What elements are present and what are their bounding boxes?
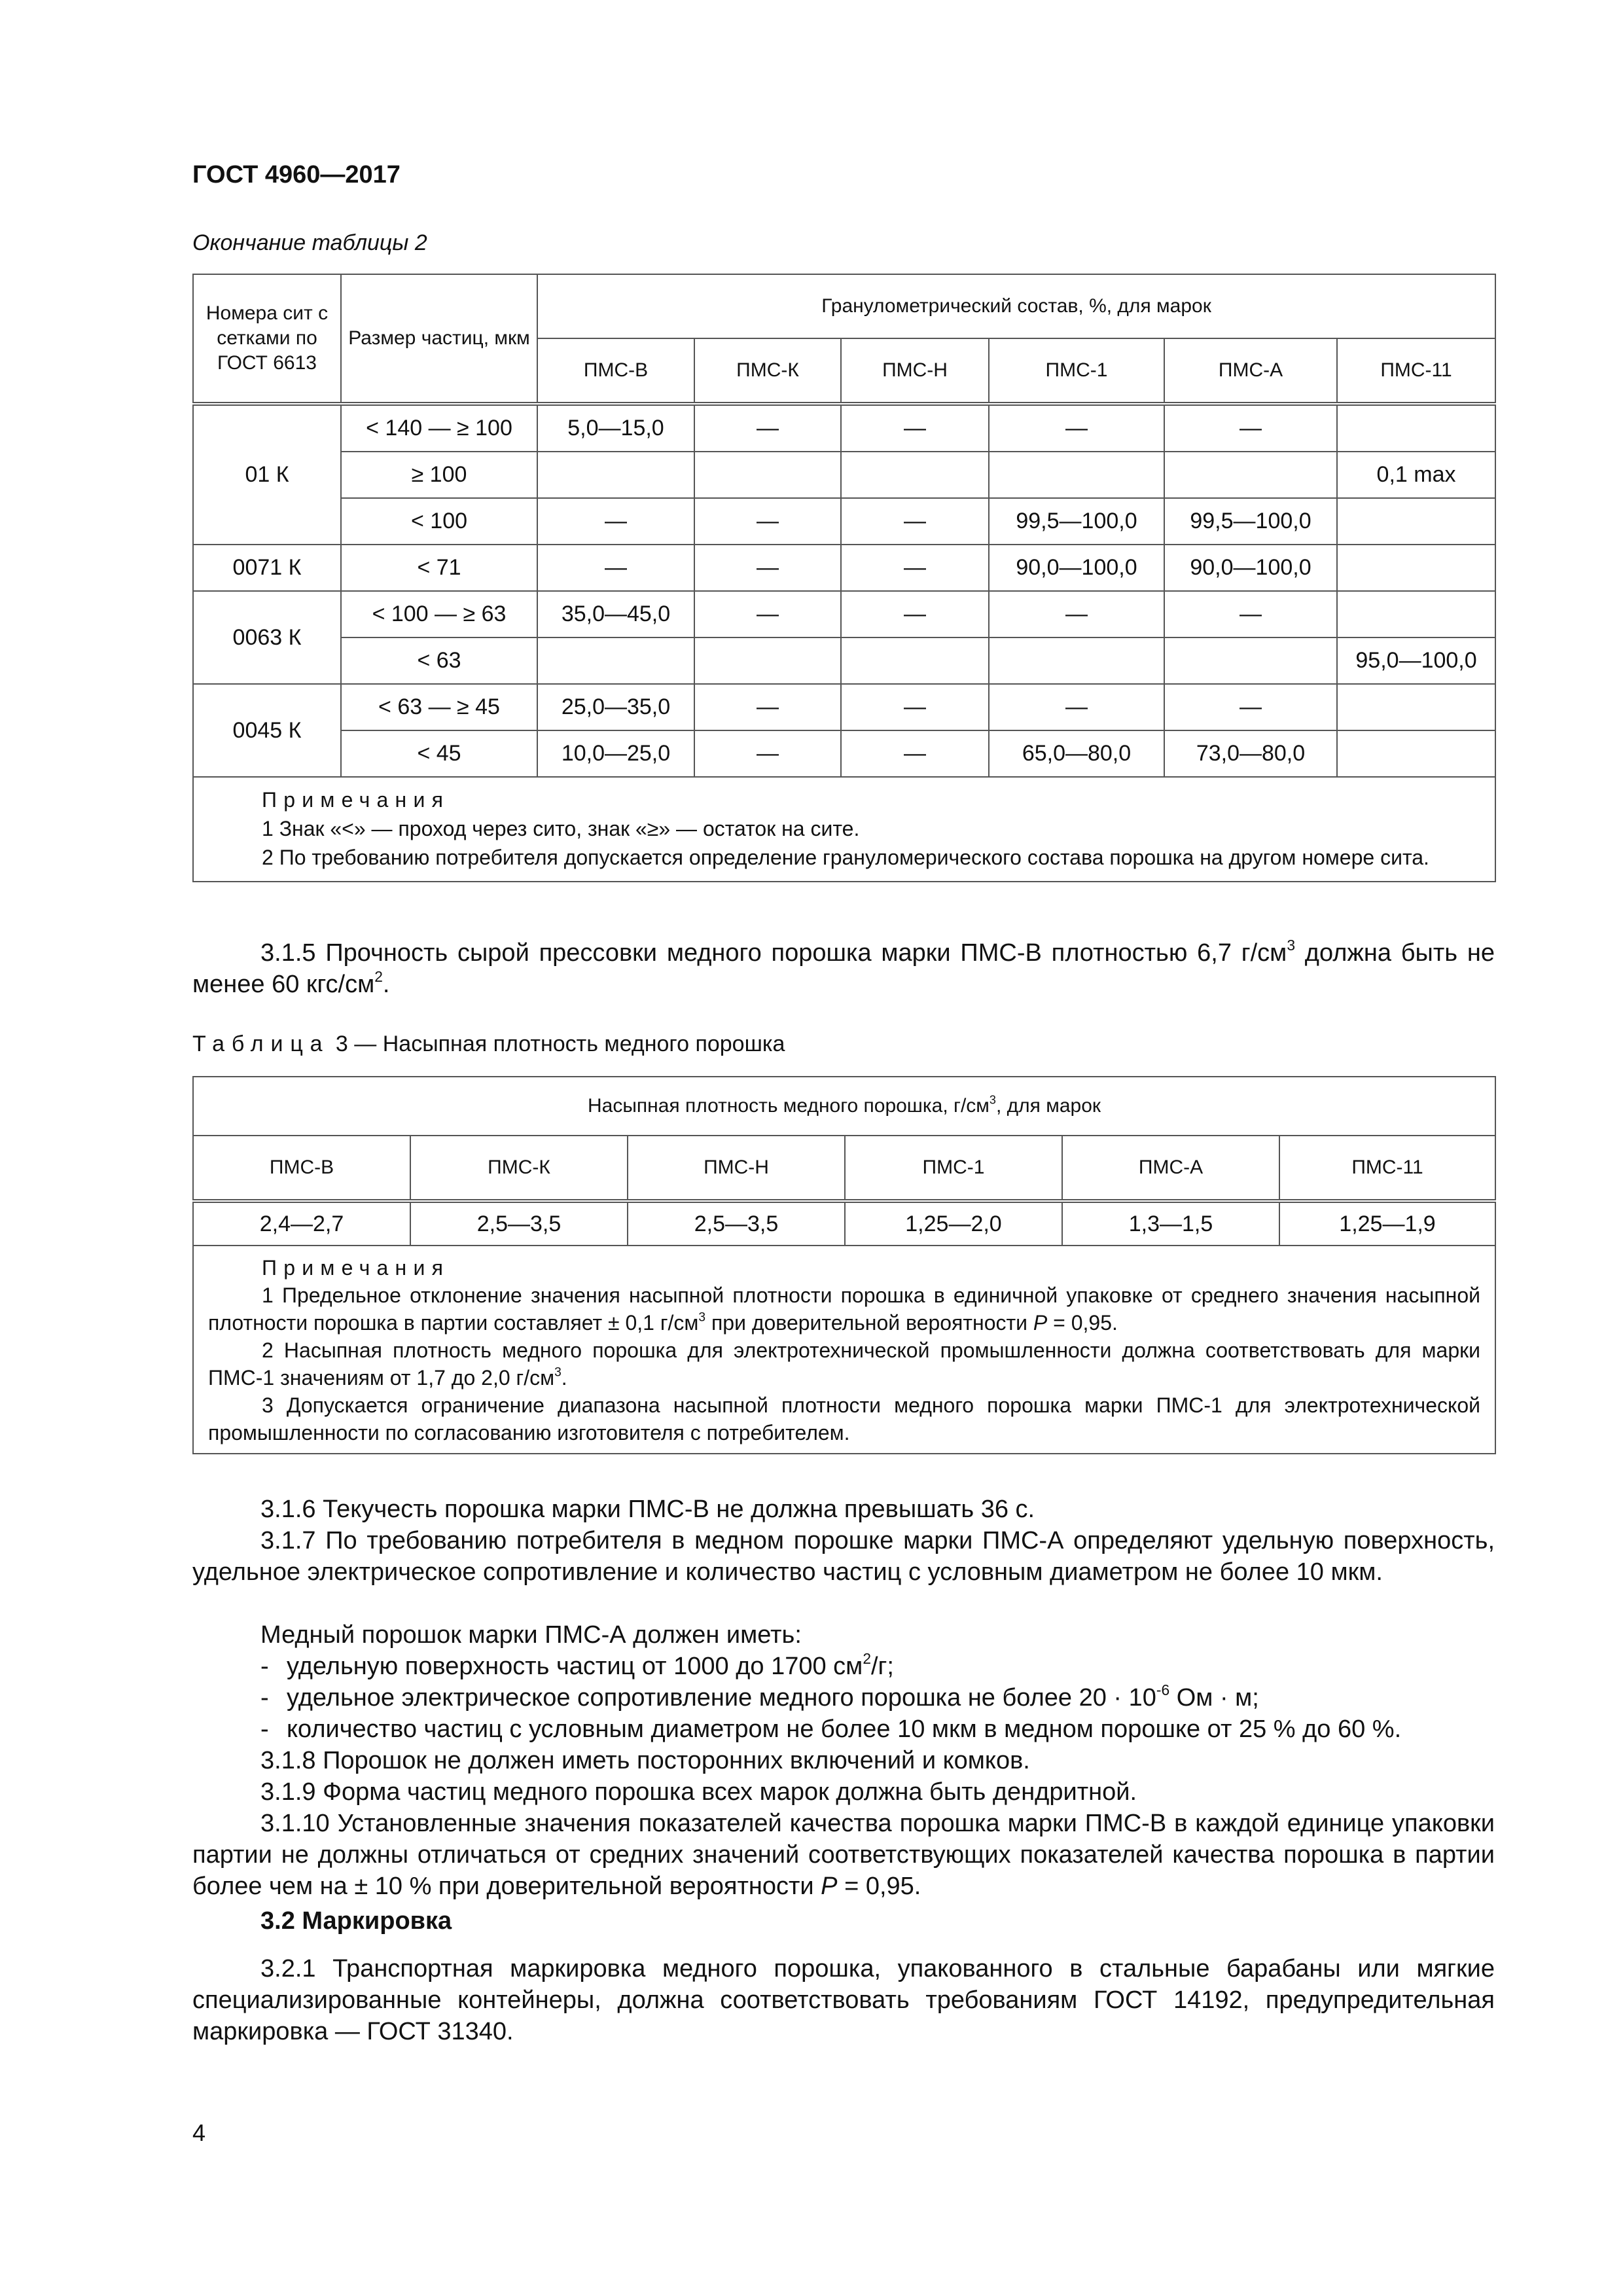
value-cell: —: [694, 684, 841, 730]
superscript: 2: [374, 968, 383, 986]
value-cell: —: [841, 730, 989, 777]
value-cell: —: [694, 404, 841, 452]
value-cell: [989, 452, 1164, 498]
grade-header: ПМС-К: [410, 1136, 628, 1201]
value-cell: 65,0—80,0: [989, 730, 1164, 777]
p315-text: должна быть не менее 60 кгс/см: [192, 939, 1495, 998]
value-cell: [1337, 545, 1495, 591]
grade-header: ПМС-К: [694, 338, 841, 404]
value-cell: [537, 637, 694, 684]
value-cell: 2,4—2,7: [193, 1201, 410, 1246]
note-1: 1 Знак «<» — проход через сито, знак «≥» — остаток на сите.: [262, 817, 860, 840]
table-row: [193, 545, 1495, 591]
superscript: 3: [554, 1365, 562, 1380]
grade-header: ПМС-А: [1164, 338, 1337, 404]
table-row: [193, 591, 1495, 637]
paragraph-3-1-6: 3.1.6 Текучесть порошка марки ПМС-В не должна превышать 36 с.: [260, 1496, 1035, 1523]
sieve-cell: 0071 К: [193, 545, 341, 591]
value-cell: [1337, 591, 1495, 637]
value-cell: 95,0—100,0: [1337, 637, 1495, 684]
value-cell: —: [989, 404, 1164, 452]
size-cell: < 100 — ≥ 63: [341, 591, 537, 637]
paragraph-3-1-8: 3.1.8 Порошок не должен иметь посторонних включений и комков.: [260, 1747, 1030, 1774]
caption-label: Таблица: [192, 1031, 330, 1056]
table-row: [193, 404, 1495, 452]
value-cell: 99,5—100,0: [989, 498, 1164, 545]
note-text: .: [561, 1366, 567, 1390]
paragraph-3-1-5: [192, 937, 1495, 1000]
list-text: удельную поверхность частиц от 1000 до 1700 см: [287, 1653, 863, 1680]
list-item: [260, 1682, 1259, 1713]
value-cell: —: [989, 591, 1164, 637]
table-row: [193, 637, 1495, 684]
value-cell: 10,0—25,0: [537, 730, 694, 777]
table-row: [193, 1201, 1495, 1246]
value-cell: [537, 452, 694, 498]
list-text: количество частиц с условным диаметром не более 10 мкм в медном порошке от 25 % до 60 %.: [287, 1715, 1402, 1743]
value-cell: —: [1164, 591, 1337, 637]
note-3: 3 Допускается ограничение диапазона насыпной плотности медного порошка марки ПМС-1 для электротехнической промышленности по согласованию изготовителя с потребителем.: [208, 1393, 1481, 1444]
superscript: 3: [698, 1310, 706, 1325]
value-cell: —: [989, 684, 1164, 730]
value-cell: 1,25—1,9: [1279, 1201, 1495, 1246]
value-cell: 90,0—100,0: [1164, 545, 1337, 591]
note-text: = 0,95.: [1047, 1311, 1118, 1335]
header-text: Насыпная плотность медного порошка, г/см: [588, 1095, 990, 1117]
value-cell: [1337, 730, 1495, 777]
paragraph-text: = 0,95.: [837, 1873, 921, 1900]
col-header-size: Размер частиц, мкм: [341, 274, 537, 404]
value-cell: —: [841, 545, 989, 591]
notes-title: Примечания: [262, 788, 450, 812]
grade-header: ПМС-А: [1062, 1136, 1279, 1201]
note-2: 2 По требованию потребителя допускается определение грануломерического состава порошка на другом номере сита.: [262, 846, 1429, 869]
size-cell: < 63: [341, 637, 537, 684]
sieve-cell: 01 К: [193, 404, 341, 545]
bullet-dash: -: [260, 1684, 269, 1712]
bullet-dash: -: [260, 1653, 269, 1680]
size-cell: < 63 — ≥ 45: [341, 684, 537, 730]
bullet-dash: -: [260, 1715, 269, 1743]
paragraph-3-2-1: 3.2.1 Транспортная маркировка медного порошка, упакованного в стальные барабаны или мягкие специализированные контейнеры, должна соответствовать требованиям ГОСТ 14192, предупредительная маркировка — ГОСТ 31340.: [192, 1955, 1495, 2045]
p315-text: 3.1.5 Прочность сырой прессовки медного порошка марки ПМС-В плотностью 6,7 г/см: [260, 939, 1287, 967]
superscript: -6: [1156, 1681, 1170, 1699]
value-cell: —: [537, 498, 694, 545]
grade-header: ПМС-1: [989, 338, 1164, 404]
value-cell: 99,5—100,0: [1164, 498, 1337, 545]
note-2: [208, 1336, 1480, 1391]
value-cell: [1164, 637, 1337, 684]
value-cell: 2,5—3,5: [628, 1201, 845, 1246]
caption-text: 3 — Насыпная плотность медного порошка: [329, 1031, 785, 1056]
section-heading-3-2: 3.2 Маркировка: [260, 1907, 452, 1935]
note-variable: P: [1033, 1311, 1048, 1335]
value-cell: —: [694, 730, 841, 777]
paragraph-3-1-10: [192, 1808, 1495, 1902]
superscript: 2: [863, 1650, 871, 1668]
grade-header: ПМС-1: [845, 1136, 1062, 1201]
value-cell: 1,3—1,5: [1062, 1201, 1279, 1246]
value-cell: —: [694, 591, 841, 637]
value-cell: 1,25—2,0: [845, 1201, 1062, 1246]
col-header-sieve: Номера сит с сетками по ГОСТ 6613: [193, 274, 341, 404]
list-text: Ом · м;: [1169, 1684, 1259, 1712]
size-cell: < 140 — ≥ 100: [341, 404, 537, 452]
note-text: при доверительной вероятности: [705, 1311, 1033, 1335]
paragraph-3-1-7: 3.1.7 По требованию потребителя в медном порошке марки ПМС-А определяют удельную поверхность, удельное электрическое сопротивление и количество частиц с условным диаметром не более 10 мкм.: [192, 1527, 1495, 1586]
value-cell: 73,0—80,0: [1164, 730, 1337, 777]
grade-header: ПМС-11: [1337, 338, 1495, 404]
value-cell: 2,5—3,5: [410, 1201, 628, 1246]
value-cell: 35,0—45,0: [537, 591, 694, 637]
value-cell: [841, 637, 989, 684]
value-cell: 25,0—35,0: [537, 684, 694, 730]
table-2: [192, 274, 1496, 882]
paragraph-3-1-9: 3.1.9 Форма частиц медного порошка всех марок должна быть дендритной.: [260, 1778, 1137, 1806]
value-cell: —: [537, 545, 694, 591]
note-text: 1 Предельное отклонение значения насыпной плотности порошка в единичной упаковке от среднего значения насыпной плотности порошка в партии составляет ± 0,1 г/см: [208, 1283, 1481, 1335]
list-item: [260, 1713, 1401, 1745]
list-text: /г;: [871, 1653, 894, 1680]
sieve-cell: 0045 К: [193, 684, 341, 777]
table2-notes: [193, 777, 1495, 882]
note-text: 2 Насыпная плотность медного порошка для электротехнической промышленности должна соответствовать для марки ПМС-1 значениям от 1,7 до 2,0 г/см: [208, 1338, 1481, 1390]
grade-header: ПМС-В: [537, 338, 694, 404]
value-cell: 5,0—15,0: [537, 404, 694, 452]
header-text: , для марок: [995, 1095, 1101, 1117]
grade-header: ПМС-Н: [841, 338, 989, 404]
value-cell: —: [841, 404, 989, 452]
value-cell: —: [694, 498, 841, 545]
table-row: [193, 452, 1495, 498]
table-row: [193, 498, 1495, 545]
value-cell: —: [694, 545, 841, 591]
list-item: [260, 1651, 894, 1682]
table3-notes: [193, 1246, 1495, 1454]
value-cell: [841, 452, 989, 498]
paragraph-requirements: Медный порошок марки ПМС-А должен иметь:: [260, 1621, 802, 1649]
table-row: [193, 730, 1495, 777]
value-cell: [1337, 498, 1495, 545]
size-cell: < 71: [341, 545, 537, 591]
table3-caption: [192, 1031, 785, 1057]
value-cell: [1164, 452, 1337, 498]
value-cell: [1337, 684, 1495, 730]
value-cell: —: [841, 498, 989, 545]
table3-header: [193, 1077, 1495, 1136]
value-cell: [1337, 404, 1495, 452]
grade-header: ПМС-В: [193, 1136, 410, 1201]
p315-text: .: [382, 971, 390, 998]
value-cell: —: [1164, 684, 1337, 730]
superscript: 3: [1287, 937, 1295, 954]
table-3: [192, 1076, 1496, 1454]
notes-title: Примечания: [262, 1256, 450, 1280]
size-cell: < 45: [341, 730, 537, 777]
size-cell: < 100: [341, 498, 537, 545]
value-cell: —: [841, 591, 989, 637]
doc-title: ГОСТ 4960—2017: [192, 161, 401, 188]
value-cell: —: [841, 684, 989, 730]
note-1: [208, 1282, 1480, 1336]
size-cell: ≥ 100: [341, 452, 537, 498]
paragraph-variable: P: [821, 1873, 838, 1900]
value-cell: —: [1164, 404, 1337, 452]
table2-caption: Окончание таблицы 2: [192, 230, 427, 255]
grade-header: ПМС-Н: [628, 1136, 845, 1201]
table-row: [193, 684, 1495, 730]
list-text: удельное электрическое сопротивление медного порошка не более 20 · 10: [287, 1684, 1156, 1712]
grade-header: ПМС-11: [1279, 1136, 1495, 1201]
value-cell: 90,0—100,0: [989, 545, 1164, 591]
page-number: 4: [192, 2119, 206, 2146]
value-cell: [694, 452, 841, 498]
value-cell: [694, 637, 841, 684]
value-cell: 0,1 max: [1337, 452, 1495, 498]
paragraph-text: 3.1.10 Установленные значения показателей качества порошка марки ПМС-В в каждой единице упаковки партии не должны отличаться от средних значений соответствующих показателей качества порошка в партии более чем на ± 10 % при доверительной вероятности: [192, 1810, 1495, 1900]
superscript: 3: [989, 1093, 996, 1107]
sieve-cell: 0063 К: [193, 591, 341, 684]
col-header-group: Гранулометрический состав, %, для марок: [537, 274, 1495, 338]
value-cell: [989, 637, 1164, 684]
